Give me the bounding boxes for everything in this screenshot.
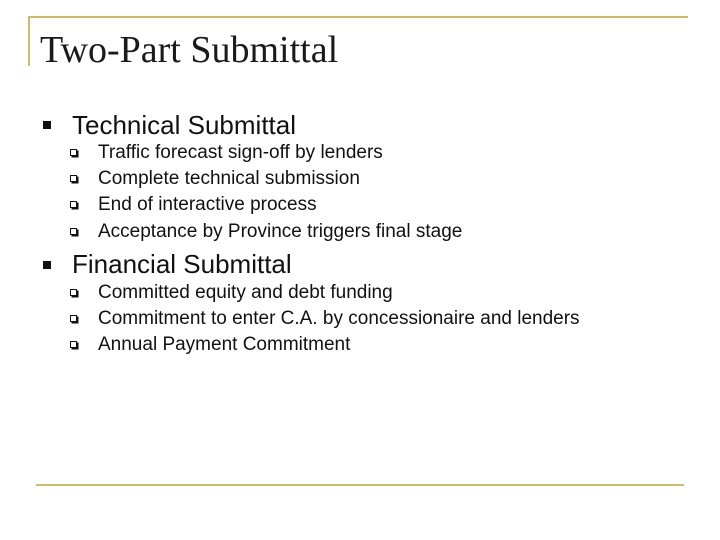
title-frame-left-rule: [28, 16, 30, 66]
item-bullet-square-outline-icon: [70, 175, 77, 182]
section-heading-financial: Financial Submittal: [72, 249, 292, 279]
list-item: Committed equity and debt funding: [98, 282, 393, 303]
list-item: Complete technical submission: [98, 168, 360, 189]
item-bullet-square-outline-icon: [70, 228, 77, 235]
item-bullet-square-outline-icon: [70, 341, 77, 348]
slide-title: Two-Part Submittal: [40, 29, 339, 71]
item-bullet-square-outline-icon: [70, 149, 77, 156]
list-item: Traffic forecast sign-off by lenders: [98, 142, 383, 163]
item-bullet-square-outline-icon: [70, 315, 77, 322]
list-item: Commitment to enter C.A. by concessionaire and lenders: [98, 308, 580, 329]
item-bullet-square-outline-icon: [70, 289, 77, 296]
section-bullet-square-icon: [43, 121, 51, 129]
title-frame-top-rule: [28, 16, 688, 18]
list-item: Annual Payment Commitment: [98, 334, 351, 355]
section-bullet-square-icon: [43, 261, 51, 269]
list-item: Acceptance by Province triggers final stage: [98, 221, 463, 242]
section-heading-technical: Technical Submittal: [72, 110, 296, 140]
list-item: End of interactive process: [98, 194, 317, 215]
item-bullet-square-outline-icon: [70, 201, 77, 208]
footer-rule: [36, 484, 684, 486]
